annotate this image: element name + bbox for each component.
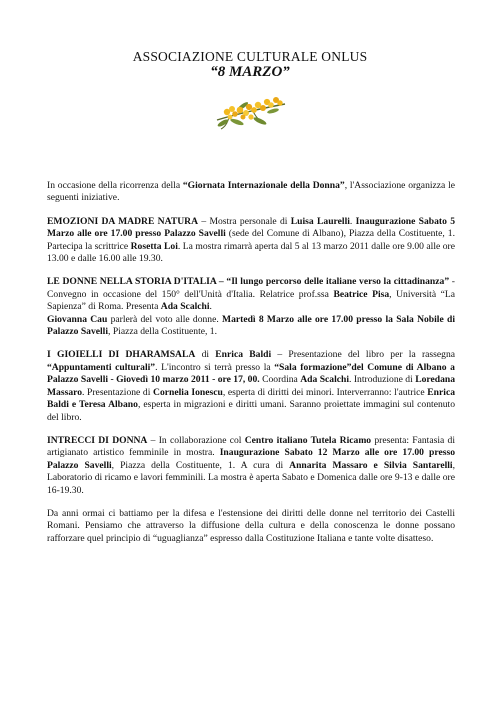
event-text: . Presentazione di: [82, 386, 154, 398]
intro-paragraph: [47, 180, 455, 205]
event-text: , Piazza della Costituente, 1.: [108, 326, 217, 338]
event-title: EMOZIONI DA MADRE NATURA: [47, 215, 199, 227]
event-person: Loredana Massaro: [47, 374, 456, 398]
event-text: , Laboratorio di ricamo e lavori femminili. La mostra è aperta Sabato e Domenica dalle ore 9-13 e dalle ore 16-19.30.: [47, 459, 455, 496]
event-date-place: “Sala formazione”del Comune di Albano a Palazzo Savelli - Giovedì 10 marzo 2011 - ore 17, 00.: [47, 361, 455, 386]
event-text: - Convegno in occasione del 150° dell'Unità d'Italia. Relatrice prof.ssa: [47, 276, 456, 300]
event-gioielli-paragraph: [47, 349, 455, 423]
event-text: (sede del Comune di Albano), Piazza della Costituente, 1. Partecipa la scrittrice: [47, 228, 455, 252]
event-text: presenta: Fantasia di artigianato artistico femminile in mostra.: [47, 434, 455, 459]
event-date-place: Martedì 8 Marzo alle ore 17.00 presso la Sala Nobile di Palazzo Savelli: [47, 313, 455, 338]
event-text: , Piazza della Costituente, 1. A cura di: [111, 459, 290, 471]
event-text: Coordina: [259, 374, 301, 386]
event-date-place: Inaugurazione Sabato 12 Marzo alle ore 17.00 presso Palazzo Savelli: [47, 447, 455, 471]
event-storia-paragraph: [47, 276, 455, 313]
closing-paragraph: Da anni ormai ci battiamo per la difesa e l'estensione dei diritti delle donne nel territorio dei Castelli Romani. Pensiamo che attraverso la diffusione della cultura e della conoscenza le donne possano rafforzare quel principio di “uguaglianza” espresso dalla Costituzione Italiana e tante volte disatteso.: [47, 507, 455, 544]
event-text: . L'incontro si terrà presso la: [155, 361, 275, 373]
event-text: – Mostra personale di: [198, 215, 291, 227]
event-person: Enrica Baldi: [215, 349, 272, 361]
event-organization: Centro italiano Tutela Ricamo: [244, 434, 372, 446]
event-person: Ada Scalchi: [160, 301, 210, 313]
event-natura-paragraph: [47, 216, 455, 266]
event-person: Luisa Laurelli: [290, 215, 350, 227]
event-person: Annarita Massaro e Silvia Santarelli: [289, 459, 453, 471]
event-text: , esperta di diritti dei minori. Interverranno: l'autrice: [222, 386, 428, 398]
event-storia-details: [47, 314, 455, 339]
mimosa-branch-icon: [213, 90, 289, 132]
event-text: di: [195, 349, 216, 361]
event-person: Beatrice Pisa: [333, 288, 390, 300]
event-person: Ada Scalchi: [300, 374, 350, 386]
event-text: parlerà del voto alle donne.: [107, 313, 223, 325]
event-person: Giovanna Cau: [47, 313, 108, 325]
event-text: – In collaborazione col: [147, 434, 245, 446]
intro-text: , l'Associazione organizza le seguenti iniziative.: [47, 180, 456, 204]
event-intrecci-paragraph: [47, 435, 455, 497]
event-title: INTRECCI DI DONNA: [47, 434, 148, 446]
document-body: [47, 180, 455, 556]
event-person: Cornelia Ionescu: [153, 386, 223, 398]
event-text: .: [209, 301, 212, 313]
event-text: , Università “La Sapienza” di Roma. Presenta: [47, 288, 456, 313]
event-title: I GIOIELLI DI DHARAMSALA: [47, 349, 196, 361]
event-text: .: [349, 215, 356, 227]
event-series: “Appuntamenti culturali”: [47, 361, 156, 373]
event-text: . La mostra rimarrà aperta dal 5 al 13 marzo 2011 dalle ore 9.00 alle ore 13.00 e dalle 16.00 alle 19.30.: [47, 240, 455, 265]
organization-subtitle: “8 MARZO”: [210, 64, 290, 80]
event-date-place: Inaugurazione Sabato 5 Marzo alle ore 17.00 presso Palazzo Savelli: [47, 215, 456, 240]
event-text: – Presentazione del libro per la rassegna: [271, 349, 456, 361]
event-person: Rosetta Loi: [130, 240, 178, 252]
organization-name: ASSOCIAZIONE CULTURALE ONLUS: [132, 49, 368, 64]
event-text: , esperta in migrazioni e diritti umani. Saranno proiettate immagini sul contenuto del libro.: [47, 399, 456, 423]
event-text: . Introduzione di: [349, 374, 416, 386]
intro-highlight: “Giornata Internazionale della Donna”: [182, 180, 345, 191]
event-title: LE DONNE NELLA STORIA D'ITALIA – “Il lungo percorso delle italiane verso la cittadinanza”: [47, 276, 450, 288]
event-person: Enrica Baldi e Teresa Albano: [47, 386, 455, 411]
intro-text: In occasione della ricorrenza della: [47, 180, 183, 191]
